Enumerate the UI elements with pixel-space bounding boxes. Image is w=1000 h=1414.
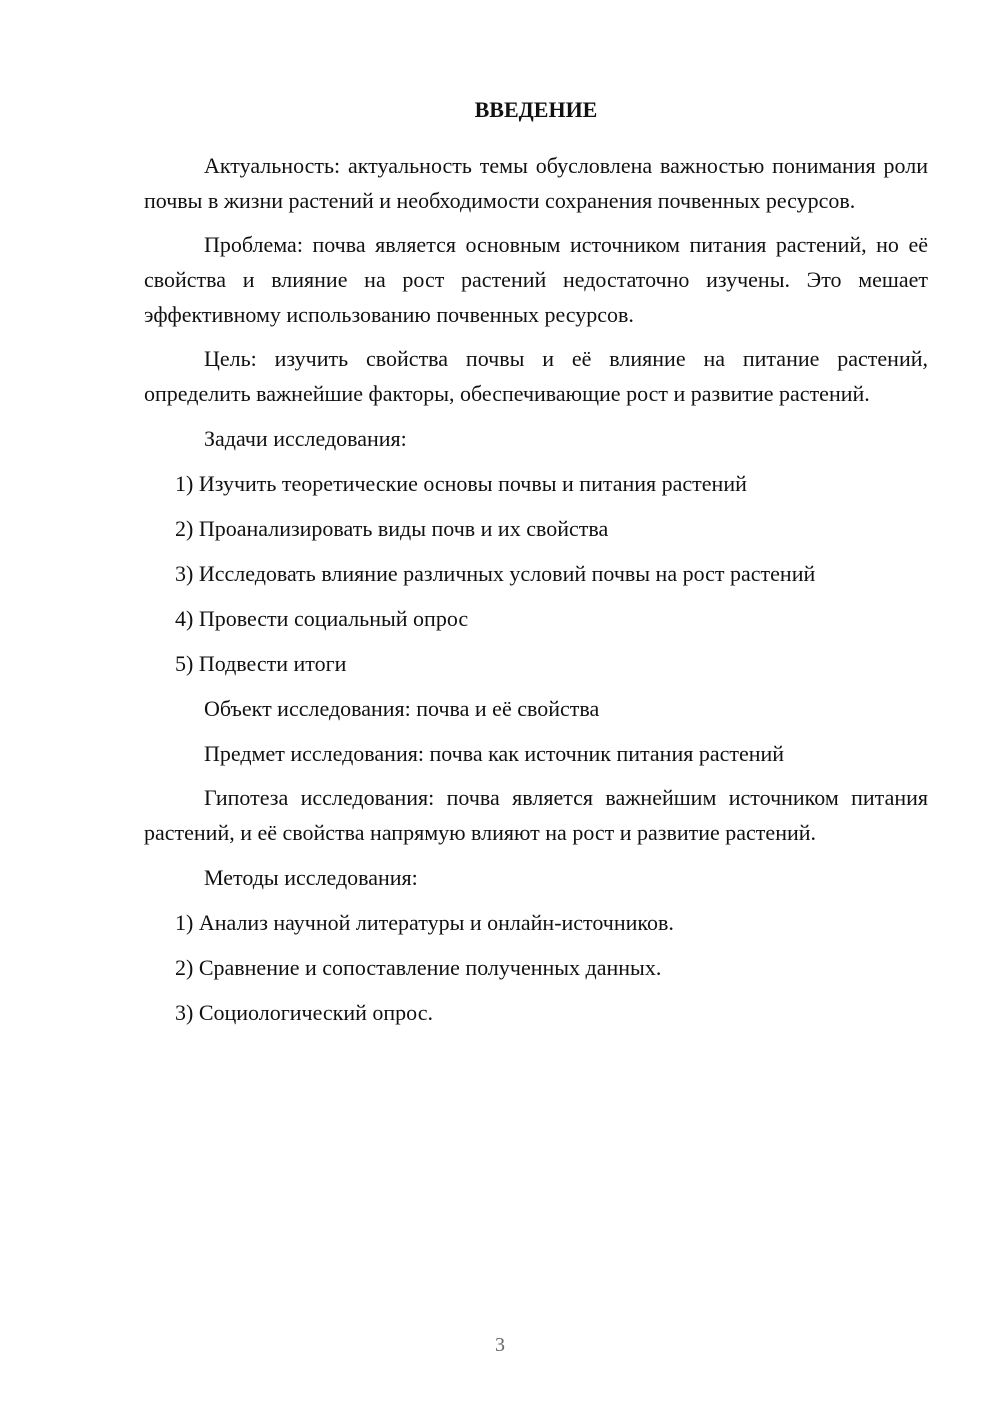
task-item: 5) Подвести итоги: [175, 651, 347, 676]
task-item: 1) Изучить теоретические основы почвы и питания растений: [175, 471, 747, 496]
tasks-heading: Задачи исследования:: [204, 426, 407, 451]
document-page: [144, 92, 928, 1030]
relevance-paragraph: Актуальность: актуальность темы обусловлена важностью понимания роли почвы в жизни растений и необходимости сохранения почвенных ресурсов.: [144, 153, 928, 213]
page-number: 3: [495, 1334, 505, 1356]
object-paragraph: Объект исследования: почва и её свойства: [204, 696, 600, 721]
methods-heading: Методы исследования:: [204, 865, 418, 890]
method-item: 3) Социологический опрос.: [175, 1000, 433, 1025]
section-title: ВВЕДЕНИЕ: [474, 97, 598, 122]
task-item: 2) Проанализировать виды почв и их свойства: [175, 516, 609, 541]
method-item: 2) Сравнение и сопоставление полученных данных.: [175, 955, 662, 980]
problem-paragraph: Проблема: почва является основным источником питания растений, но её свойства и влияние на рост растений недостаточно изучены. Это мешает эффективному использованию почвенных ресурсов.: [144, 232, 928, 327]
hypothesis-paragraph: Гипотеза исследования: почва является важнейшим источником питания растений, и её свойства напрямую влияют на рост и развитие растений.: [144, 785, 928, 845]
task-item: 3) Исследовать влияние различных условий почвы на рост растений: [175, 561, 816, 586]
goal-paragraph: Цель: изучить свойства почвы и её влияние на питание растений, определить важнейшие факторы, обеспечивающие рост и развитие растений.: [144, 346, 928, 406]
subject-paragraph: Предмет исследования: почва как источник питания растений: [204, 741, 785, 766]
method-item: 1) Анализ научной литературы и онлайн-источников.: [175, 910, 674, 935]
task-item: 4) Провести социальный опрос: [175, 606, 469, 631]
